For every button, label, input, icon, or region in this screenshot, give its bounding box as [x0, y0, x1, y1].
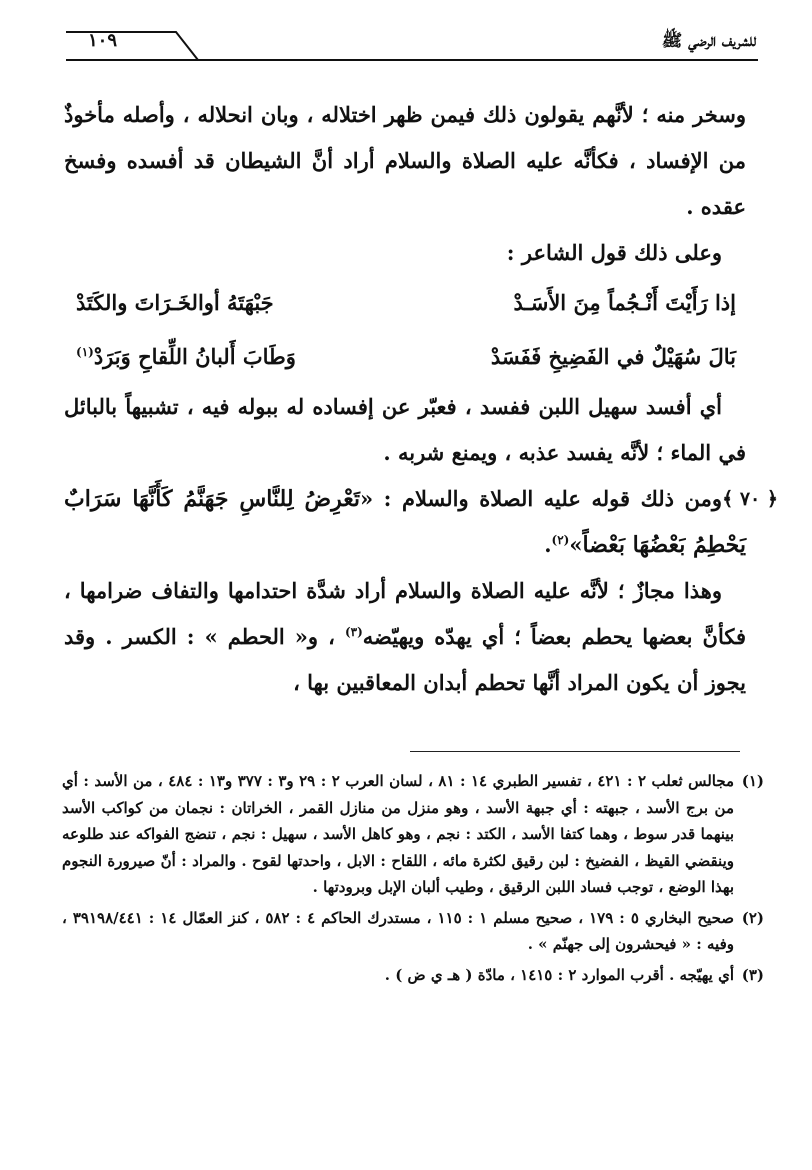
verse-1-second-hemistich: جَبْهَتَهُ أوالخَـرَاتَ والكَتَدْ: [76, 290, 274, 315]
footnote-ref-1: (١): [76, 345, 94, 359]
quote-close: »: [569, 532, 583, 557]
paragraph-4-tail: .: [544, 532, 552, 557]
paragraph-5-part-a: وهذا مجازٌ ؛ لأنَّه عليه الصلاة والسلام أراد شدَّة احتدامها والتفاف ضرامها ، فكأنَّ بعضها يحطم بعضاً ؛ أي يهدّه ويهيّضه: [64, 578, 746, 649]
footnote-2-number: (٢): [741, 908, 764, 927]
header-rule: [66, 26, 758, 66]
verse-line-1: [64, 276, 746, 330]
footnote-2: [62, 905, 764, 958]
footnote-ref-2: (٢): [551, 533, 570, 547]
paragraph-1: وسخر منه ؛ لأنَّهم يقولون ذلك فيمن ظهر اختلاله ، وبان انحلاله ، وأصله مأخوذٌ من الإفساد ، فكأنَّه عليه الصلاة والسلام أراد أنَّ الشيطان قد أفسده وفسخ عقده .: [64, 102, 746, 219]
verse-2-first-hemistich: بَالَ سُهَيْلٌ في الفَضِيخِ فَفَسَدْ: [490, 344, 736, 369]
footnotes: [62, 768, 764, 992]
header-title: للشريف الرضي ﷺ: [661, 31, 756, 51]
verse-2-second-hemistich: [76, 330, 296, 384]
footnote-2-text: صحيح البخاري ٥ : ١٧٩ ، صحيح مسلم ١ : ١١٥ ، مستدرك الحاكم ٤ : ٥٨٢ ، كنز العمّال ١٤ : ٣٩١٩٨/٤٤١ ، وفيه : « فيحشرون إلى جهنّم » .: [62, 908, 735, 953]
verse-2-second-text: وَطَابَ أَلبانُ اللِّقاحِ وَبَرَدْ: [93, 344, 296, 369]
item-number: ﴿ ٧٠ ﴾: [722, 488, 778, 510]
running-header: [66, 26, 758, 66]
verse-line-2: [64, 330, 746, 384]
footnote-3: [62, 962, 764, 989]
footnote-separator: [410, 751, 740, 752]
paragraph-3: أي أفسد سهيل اللبن ففسد ، فعبّر عن إفساده له ببوله فيه ، تشبيهاً بالبائل في الماء ؛ لأنَّه يفسد عذبه ، ويمنع شربه .: [64, 394, 746, 465]
footnote-3-number: (٣): [741, 965, 764, 984]
footnote-3-text: أي يهيّجه . أقرب الموارد ٢ : ١٤١٥ ، مادّة ( هـ ي ض ) .: [384, 965, 734, 984]
footnote-1-text: مجالس ثعلب ٢ : ٤٢١ ، تفسير الطبري ١٤ : ٨١ ، لسان العرب ٢ : ٢٩ و٣ : ٣٧٧ و١٣ : ٤٨٤ ، من الأسد : أي من برج الأسد ، جبهته : أي جبهة الأسد ، وهو منزل من منازل القمر ، الخراتان : نجمان من كواكب الأسد بينهما قدر سوط ، وهما كتفا الأسد ، الكتد : نجم ، وهو كاهل الأسد ، سهيل : نجم ، تنضج الفواكه عند طلوعه وينقضي القيظ ، الفضيخ : لبن رقيق لكثرة مائه ، اللقاح : الابل ، واحدتها لقوح . والمراد : أنّ صيرورة النجوم بهذا الوضع ، توجب فساد اللبن الرقيق ، وطيب ألبان الإبل وبرودتها .: [62, 772, 735, 896]
hadith-quote: تَعْرِضُ لِلنَّاسِ جَهَنَّمُ كَأَنَّهَا سَرَابٌ يَحْطِمُ بَعْضُهَا بَعْضاً: [64, 486, 746, 558]
footnote-1: [62, 768, 764, 901]
paragraph-4-intro: ومن ذلك قوله عليه الصلاة والسلام : «: [359, 486, 722, 511]
footnote-1-number: (١): [741, 772, 764, 790]
page-number: ١٠٩: [88, 30, 118, 51]
footnote-ref-3: (٣): [344, 625, 363, 639]
paragraph-5: [64, 568, 746, 706]
verse-1-first-hemistich: إذا رَأَيْتَ أَنْـجُماً مِنَ الأَسَـدْ: [513, 290, 736, 315]
main-text: [64, 92, 778, 706]
paragraph-4: [64, 476, 778, 568]
paragraph-5-part-b: ، و« الحطم » : الكسر . وقد يجوز أن يكون المراد أنَّها تحطم أبدان المعاقبين بها ،: [64, 624, 746, 695]
paragraph-2: وعلى ذلك قول الشاعر :: [506, 240, 722, 265]
